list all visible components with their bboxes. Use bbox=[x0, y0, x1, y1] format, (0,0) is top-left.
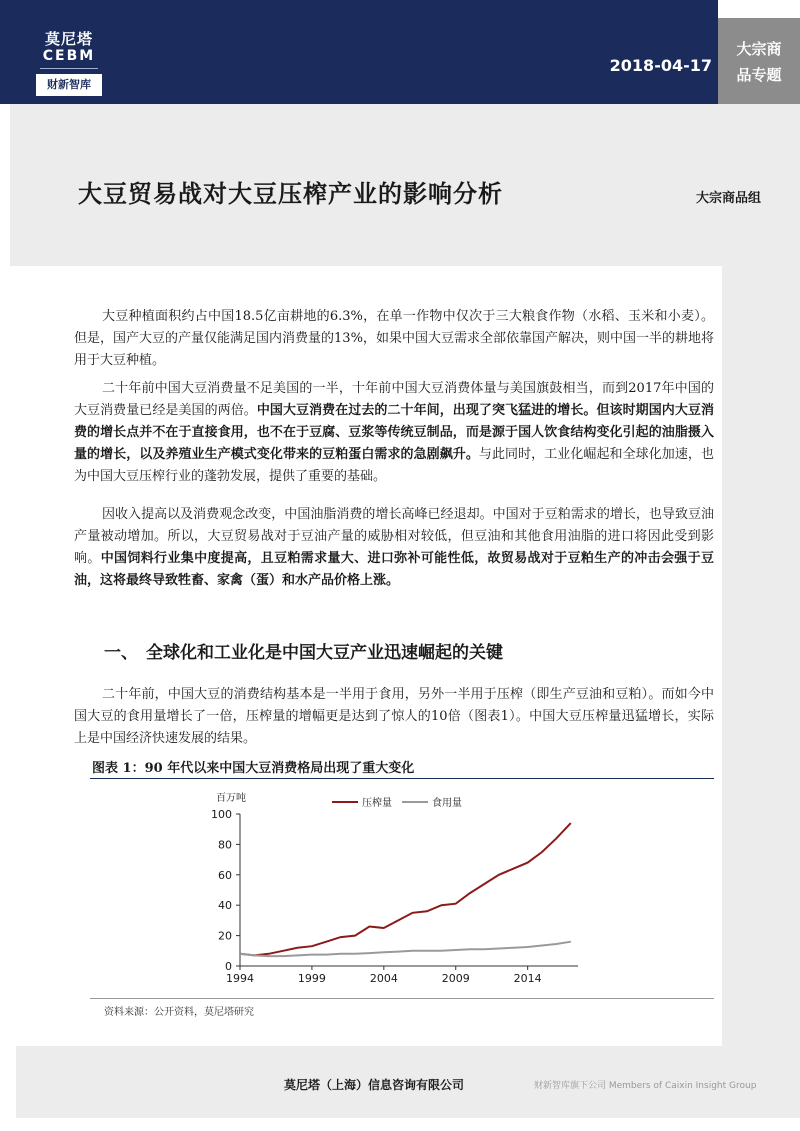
x-tick-label: 2009 bbox=[441, 972, 470, 985]
logo-divider bbox=[40, 68, 98, 69]
logo-chinese-name: 莫尼塔 bbox=[44, 30, 93, 48]
header-bar bbox=[0, 0, 718, 104]
paragraph-1: 大豆种植面积约占中国18.5亿亩耕地的6.3%，在单一作物中仅次于三大粮食作物（水稻、玉米和小麦）。但是，国产大豆的产量仅能满足国内消费量的13%，如果中国大豆需求全部依靠国产解决，则中国一半的耕地将用于大豆种植。 bbox=[74, 309, 714, 368]
category-line-1: 大宗商 bbox=[736, 40, 782, 58]
category-label bbox=[718, 36, 800, 88]
figure-title: 图表 1：90 年代以来中国大豆消费格局出现了重大变化 bbox=[92, 761, 415, 776]
right-margin-band bbox=[722, 266, 800, 1046]
source-rule bbox=[90, 998, 714, 999]
chart-axes bbox=[240, 814, 578, 966]
y-tick-label: 100 bbox=[211, 808, 232, 821]
x-tick-label: 1994 bbox=[226, 972, 254, 985]
section-number: 一、 bbox=[104, 643, 138, 663]
legend-label-2: 食用量 bbox=[432, 798, 462, 809]
paragraph-2-highlight: 中国大豆消费在过去的二十年间，出现了突飞猛进的增长。但该时期国内大豆消费的增长点并不在于直接食用，也不在于豆腐、豆浆等传统豆制品，而是源于国人饮食结构变化引起的油脂摄入量的增长，以及养殖业生产模式变化带来的豆粕蛋白需求的急剧飙升。 bbox=[74, 403, 714, 462]
y-tick-label: 20 bbox=[218, 929, 232, 943]
legend-label-1: 压榨量 bbox=[362, 798, 392, 809]
title-band bbox=[10, 104, 800, 266]
y-tick-label: 60 bbox=[218, 868, 232, 882]
figure-source: 资料来源：公开资料，莫尼塔研究 bbox=[104, 1007, 254, 1018]
x-tick-label: 2014 bbox=[513, 972, 542, 985]
author-team: 大宗商品组 bbox=[696, 191, 762, 206]
paragraph-3 bbox=[74, 504, 714, 592]
paragraph-3-text-a: 因收入提高以及消费观念改变，中国油脂消费的增长高峰已经退却。中国对于豆粕需求的增长，也导致豆油产量被动增加。所以，大豆贸易战对于豆油产量的威胁相对较低，但豆油和其他食用油脂的进口将因此受到影响。 bbox=[74, 507, 714, 566]
chart-ticks bbox=[211, 808, 542, 985]
paragraph-4: 二十年前，中国大豆的消费结构基本是一半用于食用，另外一半用于压榨（即生产豆油和豆粕）。而如今中国大豆的食用量增长了一倍，压榨量的增幅更是达到了惊人的10倍（图表1）。中国大豆压榨量迅猛增长，实际上是中国经济快速发展的结果。 bbox=[74, 687, 714, 746]
paragraph-2-text-a: 二十年前中国大豆消费量不足美国的一半，十年前中国大豆消费体量与美国旗鼓相当，而到2017年中国的大豆消费量已经是美国的两倍。 bbox=[74, 381, 714, 418]
x-tick-label: 2004 bbox=[369, 972, 398, 985]
chart-series-lines bbox=[240, 823, 571, 956]
category-badge bbox=[718, 18, 800, 104]
paragraph-2 bbox=[74, 378, 714, 488]
page-footer bbox=[16, 1046, 800, 1118]
y-tick-label: 40 bbox=[218, 899, 232, 913]
x-tick-label: 1999 bbox=[297, 972, 326, 985]
company-logo bbox=[36, 24, 102, 96]
consumption-line-chart bbox=[180, 782, 600, 994]
paragraph-2-text-c: 与此同时，工业化崛起和全球化加速，也为中国大豆压榨行业的蓬勃发展，提供了重要的基础。 bbox=[74, 447, 714, 484]
category-line-2: 品专题 bbox=[736, 66, 782, 84]
chart-legend bbox=[332, 796, 462, 809]
y-axis-label: 百万吨 bbox=[216, 793, 246, 804]
footer-member-note: 财新智库旗下公司 Members of Caixin Insight Group bbox=[534, 1081, 757, 1091]
logo-english-name: CEBM bbox=[42, 48, 96, 64]
y-tick-label: 0 bbox=[225, 960, 232, 973]
series-line-1 bbox=[240, 823, 571, 955]
y-tick-label: 80 bbox=[218, 838, 232, 852]
footer-company: 莫尼塔（上海）信息咨询有限公司 bbox=[284, 1078, 465, 1092]
figure-title-rule bbox=[90, 778, 714, 779]
report-title: 大豆贸易战对大豆压榨产业的影响分析 bbox=[78, 179, 503, 208]
paragraph-3-highlight: 中国饲料行业集中度提高，且豆粕需求量大、进口弥补可能性低，故贸易战对于豆粕生产的冲击会强于豆油，这将最终导致牲畜、家禽（蛋）和水产品价格上涨。 bbox=[74, 551, 714, 588]
section-title: 全球化和工业化是中国大豆产业迅速崛起的关键 bbox=[146, 643, 503, 663]
report-date: 2018-04-17 bbox=[609, 56, 712, 75]
logo-subtitle: 财新智库 bbox=[36, 74, 102, 96]
